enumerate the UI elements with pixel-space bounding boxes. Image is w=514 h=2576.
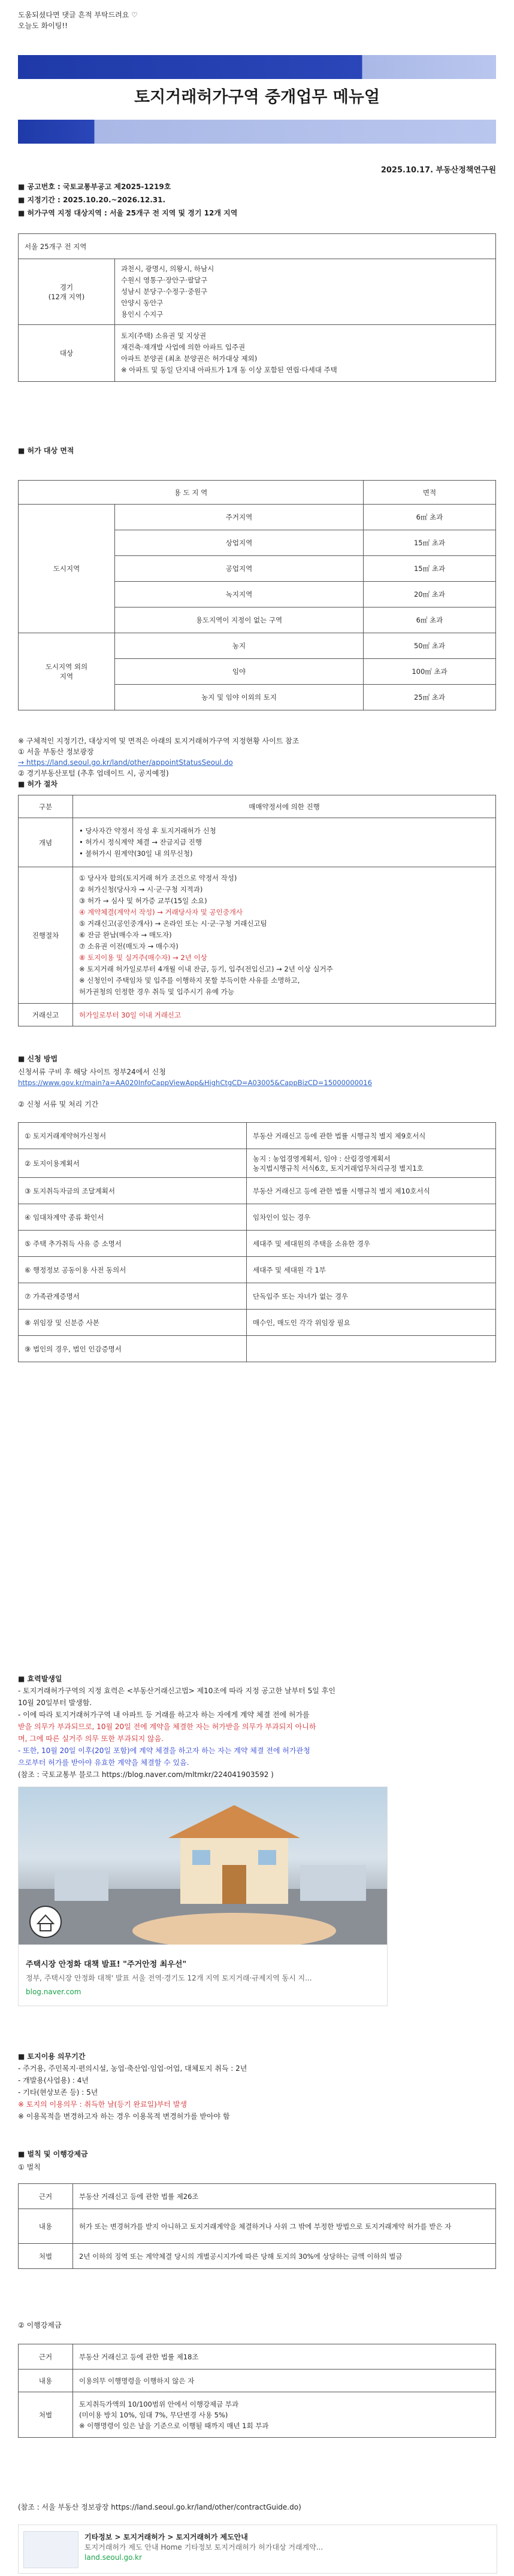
penalty-subheading: ① 벌칙 (18, 2163, 41, 2171)
zone-size: 6㎡ 초과 (364, 505, 496, 530)
step-item: ※ 토지거래 허가일로부터 4개월 이내 잔금, 등기, 입주(전입신고) → 2년 이상 실거주 (79, 965, 333, 973)
doc-name: ⑦ 가족관계증명서 (19, 1283, 247, 1310)
house-image (19, 1787, 387, 1945)
fine-value: 이용의무 이행명령을 이행하지 않은 자 (73, 2370, 496, 2392)
zone-name: 상업지역 (115, 530, 364, 556)
doc-name: ③ 토지취득자금의 조달계획서 (19, 1178, 247, 1204)
intro-line-2: 오늘도 화이팅!! (18, 22, 68, 30)
fine-label: 근거 (19, 2344, 73, 2370)
fine-label: 내용 (19, 2370, 73, 2392)
doc-note: 매수인, 매도인 각각 위임장 필요 (247, 1310, 496, 1336)
penalty-value: 허가 또는 변경허가를 받지 아니하고 토지거래계약을 체결하거나 사위 그 밖에 부정한 방법으로 토지거래계약 허가를 받은 자 (73, 2209, 496, 2244)
zone-name: 용도지역이 지정이 없는 구역 (115, 607, 364, 633)
report-label: 거래신고 (19, 1004, 73, 1026)
step-item: 허가권청의 인정한 경우 취득 및 입주시기 유예 가능 (79, 988, 234, 996)
region-item: 수원시 영통구·장안구·팔달구 (121, 276, 208, 284)
fine-table (18, 2344, 496, 2438)
zone-name: 농지 (115, 633, 364, 659)
penalty-heading: ■ 벌칙 및 이행강제금 (18, 2150, 88, 2158)
zone-name: 녹지지역 (115, 582, 364, 607)
effect-line: 으로부터 허가를 받아야 유효한 계약을 체결할 수 있음. (18, 1758, 189, 1767)
duty-line: - 개발용(사업용) : 4년 (18, 2076, 89, 2085)
area-group-nonurban: 도시지역 외의 지역 (19, 633, 115, 710)
doc-note (247, 1336, 496, 1362)
area-table-header-zone: 용 도 지 역 (19, 481, 364, 505)
report-value: 허가일로부터 30일 이내 거래신고 (73, 1004, 496, 1026)
concept-item: • 불허가시 원계약(30일 내 의무신청) (79, 849, 193, 858)
area-table (18, 480, 496, 710)
fine-heading: ② 이행강제금 (18, 2321, 62, 2329)
region-item: 용인시 수지구 (121, 310, 164, 318)
card2-text (84, 2532, 480, 2563)
zone-name: 임야 (115, 659, 364, 685)
penalty-table (18, 2183, 496, 2269)
target-label: 대상 (19, 325, 115, 382)
duty-line: - 주거용, 주민복지·편의시설, 농업·축산업·임업·어업, 대체토지 취득 : 2년 (18, 2064, 247, 2073)
card2-desc: 토지거래허가 제도 안내 Home 기타정보 토지거래허가 허가대상 거래계약... (84, 2543, 323, 2551)
concept-list (73, 818, 496, 867)
effect-line: 며, 그에 따른 실거주 의무 또한 부과되지 않음. (18, 1734, 164, 1743)
doc-note: 부동산 거래신고 등에 관한 법률 시행규칙 별지 제9호서식 (247, 1123, 496, 1149)
zone-size: 6㎡ 초과 (364, 607, 496, 633)
note-gyeonggi-portal: ② 경기부동산포털 (추후 업데이트 시, 공지예정) (18, 769, 169, 777)
doc-note: 세대주 및 세대원 각 1부 (247, 1257, 496, 1283)
zone-size: 50㎡ 초과 (364, 633, 496, 659)
fine-value: 부동산 거래신고 등에 관한 법률 제18조 (73, 2344, 496, 2370)
step-item: ※ 신청인이 주택임차 및 입주를 이행하지 못할 부득이한 사유를 소명하고, (79, 976, 300, 985)
duty-line: - 기타(현상보존 등) : 5년 (18, 2088, 98, 2097)
penalty-label: 근거 (19, 2184, 73, 2209)
doc-note: 세대주 및 세대원의 주택을 소유한 경우 (247, 1231, 496, 1257)
step-item: ⑦ 소유권 이전(매도자 → 매수자) (79, 942, 179, 950)
effect-line: - 토지거래허가구역의 지정 효력은 <부동산거래신고법> 제10조에 따라 지정 공고한 날부터 5일 후인 (18, 1687, 335, 1695)
documents-table (18, 1122, 496, 1362)
doc-note: 단독입주 또는 자녀가 없는 경우 (247, 1283, 496, 1310)
doc-note: 농지 : 농업경영계획서, 임야 : 산림경영계획서 농지법시행규칙 서식6호, 토지거래업무처리규정 별지1호 (247, 1149, 496, 1178)
doc-name: ① 토지거래계약허가신청서 (19, 1123, 247, 1149)
penalty-value: 부동산 거래신고 등에 관한 법률 제26조 (73, 2184, 496, 2209)
penalty-label: 내용 (19, 2209, 73, 2244)
notice-number: ■ 공고번호 : 국토교통부공고 제2025-1219호 (18, 183, 171, 191)
zone-name: 주거지역 (115, 505, 364, 530)
effect-line: 받을 의무가 부과되므로, 10월 20일 전에 계약을 체결한 자는 허가받을 의무가 부과되지 아니하 (18, 1723, 316, 1731)
title-banner-bottom (18, 120, 496, 144)
zone-size: 20㎡ 초과 (364, 582, 496, 607)
card-source: blog.naver.com (26, 1988, 81, 1996)
note-seoul-portal: ① 서울 부동산 정보광장 (18, 748, 94, 756)
duty-start-note: ※ 토지의 이용의무 : 취득한 날(등기 완료일)부터 발생 (18, 2100, 188, 2109)
card2-thumbnail (23, 2531, 78, 2568)
doc-name: ⑥ 행정정보 공동이용 사전 동의서 (19, 1257, 247, 1283)
step-item: ② 허가신청(당사자 → 시·군·구청 지적과) (79, 885, 203, 894)
procedure-header-desc: 매매약정서에 의한 진행 (73, 795, 496, 818)
note-reference: ※ 구체적인 지정기간, 대상지역 및 면적은 아래의 토지거래허가구역 지정현황 사이트 참조 (18, 737, 300, 745)
designation-period: ■ 지정기간 : 2025.10.20.~2026.12.31. (18, 196, 166, 204)
card-text (26, 1960, 379, 1997)
effect-section (18, 1673, 496, 1781)
concept-label: 개념 (19, 818, 73, 867)
intro-line-1: 도움되셨다면 댓글 흔적 부탁드려요 ♡ (18, 11, 138, 19)
intro-text (18, 10, 138, 31)
fine-label: 처벌 (19, 2392, 73, 2438)
penalty-value: 2년 이하의 징역 또는 계약체결 당시의 개별공시지가에 따른 당해 토지의 30%에 상당하는 금액 이하의 벌금 (73, 2244, 496, 2269)
seoul-preview-card[interactable] (18, 2525, 497, 2574)
doc-name: ⑧ 위임장 및 신분증 사본 (19, 1310, 247, 1336)
step-item: ⑧ 토지이용 및 실거주(매수자) → 2년 이상 (79, 953, 207, 962)
step-item: ⑥ 잔금 완납(매수자 → 매도자) (79, 931, 172, 939)
effect-reference: (참조 : 국토교통부 블로그 https://blog.naver.com/mltmkr/224041903592 ) (18, 1770, 274, 1779)
seoul-portal-link[interactable]: → https://land.seoul.go.kr/land/other/appointStatusSeoul.do (18, 758, 233, 767)
doc-name: ② 토지이용계획서 (19, 1149, 247, 1178)
publish-date: 2025.10.17. 부동산정책연구원 (380, 166, 496, 175)
card2-title: 기타정보 > 토지거래허가 > 토지거래허가 제도안내 (84, 2533, 248, 2541)
target-region: ■ 허가구역 지정 대상지역 : 서울 25개구 전 지역 및 경기 12개 지역 (18, 209, 238, 217)
target-list (115, 325, 496, 382)
zone-name: 농지 및 임야 이외의 토지 (115, 685, 364, 710)
seoul-contract-reference[interactable]: (참조 : 서울 부동산 정보광장 https://land.seoul.go.kr/land/other/contractGuide.do) (18, 2503, 301, 2511)
target-item: 토지(주택) 소유권 및 지상권 (121, 332, 207, 340)
concept-item: • 당사자간 약정서 작성 후 토지거래허가 신청 (79, 827, 216, 835)
doc-note: 부동산 거래신고 등에 관한 법률 시행규칙 별지 제10호서식 (247, 1178, 496, 1204)
card2-source: land.seoul.go.kr (84, 2553, 142, 2562)
area-section-heading: ■ 허가 대상 면적 (18, 446, 74, 455)
region-item: 안양시 동안구 (121, 299, 164, 307)
duty-line: ※ 이용목적을 변경하고자 하는 경우 이용목적 변경허가를 받아야 함 (18, 2112, 230, 2121)
zone-size: 15㎡ 초과 (364, 556, 496, 582)
card-title: 주택시장 안정화 대책 발표! "주거안정 최우선" (26, 1960, 187, 1969)
step-item: ⑤ 거래신고(공인중개사) → 온라인 또는 시·군·구청 거래신고팀 (79, 919, 267, 928)
apply-text: 신청서류 구비 후 해당 사이트 정부24에서 신청 (18, 1068, 166, 1076)
step-item: ④ 계약체결(계약서 작성) → 거래당사자 및 공인중개사 (79, 908, 243, 916)
penalty-label: 처벌 (19, 2244, 73, 2269)
region-table-header: 서울 25개구 전 지역 (19, 234, 496, 259)
zone-size: 15㎡ 초과 (364, 530, 496, 556)
target-item: 재건축·재개발 사업에 의한 아파트 입주권 (121, 343, 246, 351)
fine-value: 토지취득가액의 10/100범위 안에서 이행강제금 부과 (미이용 방치 10%, 임대 7%, 무단변경 사용 5%) ※ 이행명령이 있은 날을 기준으로 이행될 때까지 매년 1회 부과 (73, 2392, 496, 2438)
region-gyeonggi-list (115, 259, 496, 325)
doc-note: 임차인이 있는 경우 (247, 1204, 496, 1231)
page-title: 토지거래허가구역 중개업무 메뉴얼 (134, 88, 380, 107)
doc-name: ⑨ 법인의 경우, 법인 인감증명서 (19, 1336, 247, 1362)
effect-line: 10월 20일부터 발생함. (18, 1699, 92, 1707)
procedure-heading: ■ 허가 절차 (18, 780, 58, 788)
doc-name: ⑤ 주택 추가취득 사유 증 소명서 (19, 1231, 247, 1257)
steps-list (73, 867, 496, 1004)
card-desc: 정부, 주택시장 안정화 대책' 발표 서울 전역·경기도 12개 지역 토지거래·규제지역 동시 지... (26, 1974, 312, 1982)
doc-name: ④ 임대차계약 종류 확인서 (19, 1204, 247, 1231)
gov24-link[interactable]: https://www.gov.kr/main?a=AA020InfoCappViewApp&HighCtgCD=A03005&CappBizCD=15000000016 (18, 1079, 372, 1087)
area-group-urban: 도시지역 (19, 505, 115, 633)
step-item: ① 당사자 합의(토지거래 허가 조건으로 약정서 작성) (79, 874, 237, 882)
zone-size: 100㎡ 초과 (364, 659, 496, 685)
target-item: 아파트 분양권 (최초 분양권은 허가대상 제외) (121, 354, 258, 363)
step-item: ③ 허가 → 심사 및 허가증 교부(15일 소요) (79, 897, 207, 905)
region-item: 과천시, 광명시, 의왕시, 하남시 (121, 265, 214, 273)
region-item: 성남시 분당구·수정구·중원구 (121, 287, 208, 296)
docs-heading: ② 신청 서류 및 처리 기간 (18, 1100, 99, 1108)
apply-heading: ■ 신청 방법 (18, 1055, 58, 1063)
effect-heading: ■ 효력발생일 (18, 1675, 62, 1683)
title-banner-top (18, 55, 496, 79)
house-illustration (19, 1787, 387, 1945)
zone-name: 공업지역 (115, 556, 364, 582)
target-item: ※ 아파트 및 동일 단지내 아파트가 1개 동 이상 포함된 연립·다세대 주택 (121, 366, 337, 374)
duty-heading: ■ 토지이용 의무기간 (18, 2052, 86, 2061)
steps-label: 진행절차 (19, 867, 73, 1004)
zone-size: 25㎡ 초과 (364, 685, 496, 710)
blog-preview-card[interactable] (18, 1787, 388, 2006)
duty-line (18, 2098, 247, 2110)
region-gyeonggi-label: 경기 (12개 지역) (19, 259, 115, 325)
concept-item: • 허가시 정식계약 체결 → 잔금지급 진행 (79, 838, 202, 846)
effect-line: - 또한, 10월 20일 이후(20일 포함)에 계약 체결을 하고자 하는 자는 계약 체결 전에 허가관청 (18, 1746, 310, 1755)
procedure-header-type: 구분 (19, 795, 73, 818)
area-table-header-size: 면적 (364, 481, 496, 505)
duty-section (18, 2051, 247, 2122)
region-table (18, 233, 496, 382)
effect-line: - 이에 따라 토지거래허가구역 내 아파트 등 거래를 하고자 하는 자에게 계약 체결 전에 허가를 (18, 1711, 310, 1719)
procedure-table (18, 795, 496, 1026)
